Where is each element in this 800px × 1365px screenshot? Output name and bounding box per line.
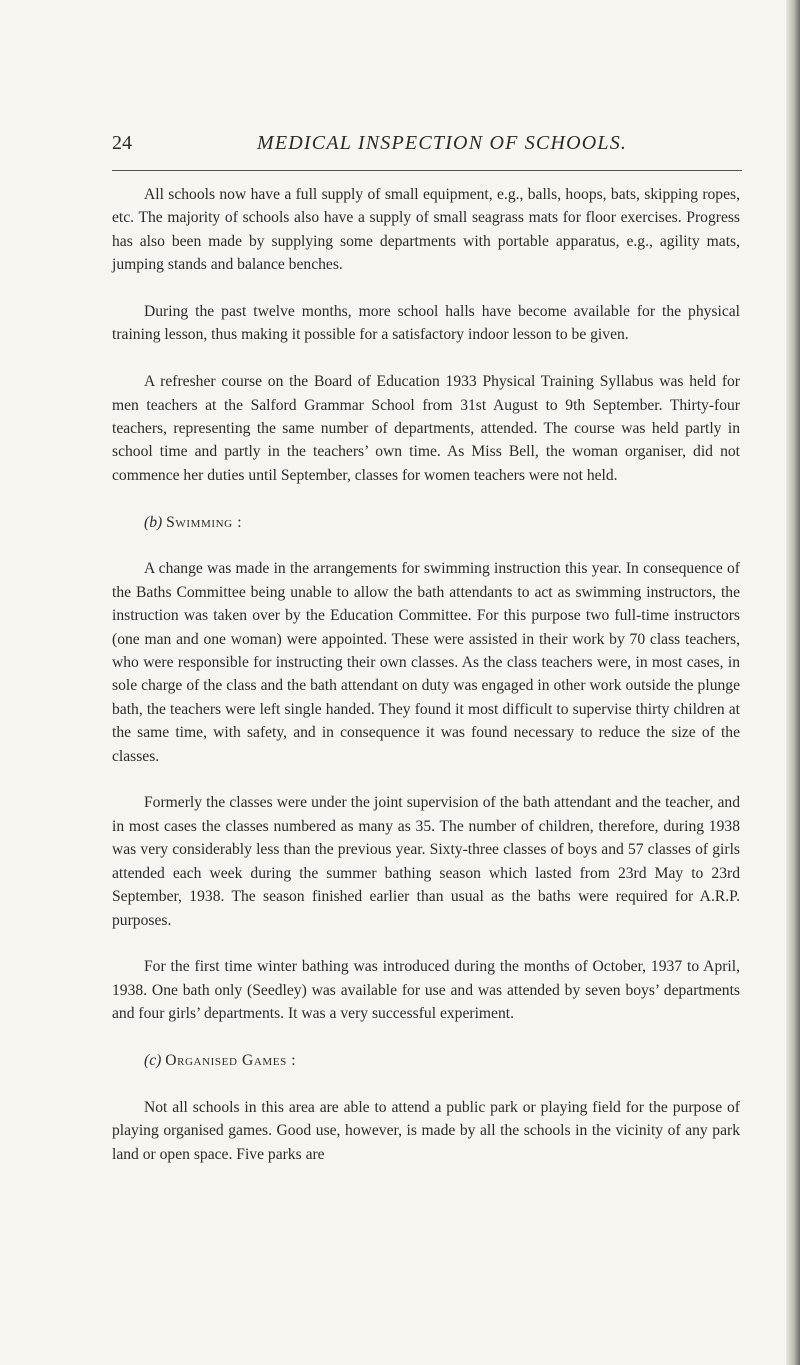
paragraph-equipment: All schools now have a full supply of small equipment, e.g., balls, hoops, bats, skipping ropes, etc. The majority of schools also have a supply of small seagrass mats for floor exercises. Progress has also been made by supplying some departments with portable apparatus, e.g., agility mats, jumping stands and balance benches. (112, 186, 740, 274)
body-text (112, 183, 740, 1189)
paragraph-refresher: A refresher course on the Board of Education 1933 Physical Training Syllabus was held for men teachers at the Salford Grammar School from 31st August to 9th September. Thirty-four teachers, representing the same number of departments, attended. The course was held partly in school time and partly in the teachers’ own time. As Miss Bell, the woman organiser, did not commence her duties until September, classes for women teachers were not held. (112, 373, 740, 484)
section-letter: (b) (144, 513, 163, 531)
page-header (112, 132, 742, 172)
paragraph-swimming-2: Formerly the classes were under the joint supervision of the bath attendant and the teacher, and in most cases the classes numbered as many as 35. The number of children, therefore, during 1938 was very considerably less than the previous year. Sixty-three classes of boys and 57 classes of girls attended each week during the summer bathing season which lasted from 23rd May to 23rd September, 1938. The season finished earlier than usual as the baths were required for A.R.P. purposes. (112, 794, 740, 929)
paragraph-swimming-3: For the first time winter bathing was introduced during the months of October, 1937 to April, 1938. One bath only (Seedley) was available for use and was attended by seven boys’ departments and four girls’ departments. It was a very successful experiment. (112, 958, 740, 1023)
paragraph-halls: During the past twelve months, more school halls have become available for the physical training lesson, thus making it possible for a satisfactory indoor lesson to be given. (112, 303, 740, 344)
page-edge-shadow (786, 0, 800, 1365)
running-head: MEDICAL INSPECTION OF SCHOOLS. (257, 132, 628, 154)
section-heading-swimming (112, 511, 740, 534)
section-title: Organised Games : (165, 1051, 297, 1069)
paragraph-swimming-1: A change was made in the arrangements for swimming instruction this year. In consequence of the Baths Committee being unable to allow the bath attendants to act as swimming instructors, the instruction was taken over by the Education Committee. For this purpose two full-time instructors (one man and one woman) were appointed. These were assisted in their work by 70 class teachers, who were responsible for instructing their own classes. As the class teachers were, in most cases, in sole charge of the class and the bath attendant on duty was engaged in other work outside the plunge bath, the teachers were left single handed. They found it most difficult to supervise thirty children at the same time, with safety, and in consequence it was found necessary to reduce the size of the classes. (112, 560, 740, 765)
header-rule (112, 170, 742, 171)
paragraph-organised-games-1: Not all schools in this area are able to attend a public park or playing field for the purpose of playing organised games. Good use, however, is made by all the schools in the vicinity of any park land or open space. Five parks are (112, 1098, 740, 1163)
page-number: 24 (112, 132, 132, 154)
section-title: Swimming : (166, 513, 243, 531)
section-organised-games (112, 1049, 740, 1166)
section-heading-organised-games (112, 1049, 740, 1072)
section-swimming (112, 511, 740, 1026)
section-letter: (c) (144, 1051, 162, 1069)
